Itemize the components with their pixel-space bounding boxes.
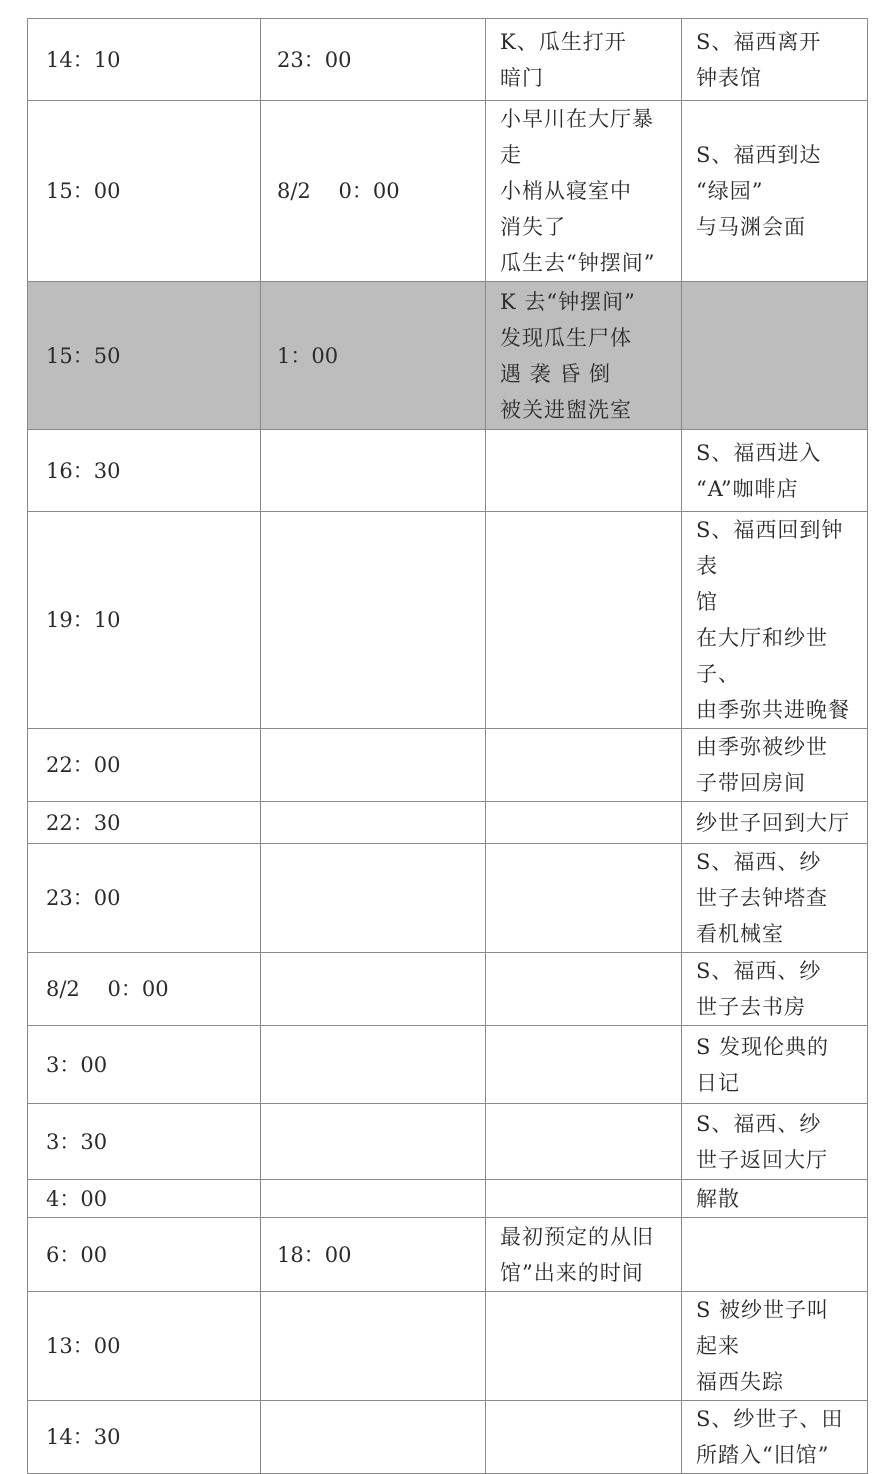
time-cell: 14：10 [28, 19, 261, 101]
table-row [28, 1401, 868, 1474]
time-cell-2 [261, 844, 486, 953]
time-cell-2 [261, 1026, 486, 1104]
table-row [28, 729, 868, 802]
time-cell: 16：30 [28, 430, 261, 512]
s-event-cell: S、福西、纱 世子去书房 [682, 953, 868, 1026]
time-cell: 3：30 [28, 1104, 261, 1180]
time-cell-2 [261, 1180, 486, 1218]
time-cell-2: 1：00 [261, 282, 486, 430]
time-cell: 22：30 [28, 802, 261, 844]
table-row [28, 1026, 868, 1104]
s-event-cell: 解散 [682, 1180, 868, 1218]
k-event-cell [486, 1401, 682, 1474]
time-cell-2: 23：00 [261, 19, 486, 101]
time-cell-2 [261, 430, 486, 512]
time-cell: 22：00 [28, 729, 261, 802]
time-cell-2 [261, 729, 486, 802]
s-event-cell: 纱世子回到大厅 [682, 802, 868, 844]
time-cell-2 [261, 802, 486, 844]
k-event-cell: K 去“钟摆间” 发现瓜生尸体 遇 袭 昏 倒 被关进盥洗室 [486, 282, 682, 430]
k-event-cell [486, 1026, 682, 1104]
time-cell: 4：00 [28, 1180, 261, 1218]
time-cell-2 [261, 1401, 486, 1474]
s-event-cell: S、福西、纱 世子返回大厅 [682, 1104, 868, 1180]
table-row [28, 953, 868, 1026]
k-event-cell: 最初预定的从旧 馆”出来的时间 [486, 1218, 682, 1292]
time-cell: 6：00 [28, 1218, 261, 1292]
time-cell: 13：00 [28, 1292, 261, 1401]
time-cell-2: 18：00 [261, 1218, 486, 1292]
table-row [28, 430, 868, 512]
table-row [28, 1292, 868, 1401]
k-event-cell [486, 430, 682, 512]
table-row [28, 19, 868, 101]
table-row [28, 282, 868, 430]
time-cell: 15：00 [28, 101, 261, 282]
k-event-cell [486, 1292, 682, 1401]
s-event-cell [682, 282, 868, 430]
time-cell: 23：00 [28, 844, 261, 953]
k-event-cell: K、瓜生打开 暗门 [486, 19, 682, 101]
s-event-cell [682, 1218, 868, 1292]
s-event-cell: S 被纱世子叫 起来 福西失踪 [682, 1292, 868, 1401]
s-event-cell: S、福西到达 “绿园” 与马渊会面 [682, 101, 868, 282]
time-cell-2 [261, 512, 486, 729]
time-cell: 19：10 [28, 512, 261, 729]
k-event-cell [486, 802, 682, 844]
k-event-cell [486, 729, 682, 802]
timeline-table [27, 18, 868, 1474]
k-event-cell [486, 1104, 682, 1180]
table-row [28, 512, 868, 729]
k-event-cell [486, 844, 682, 953]
time-cell: 8/2 0：00 [28, 953, 261, 1026]
k-event-cell: 小早川在大厅暴走 小梢从寝室中 消失了 瓜生去“钟摆间” [486, 101, 682, 282]
time-cell: 14：30 [28, 1401, 261, 1474]
time-cell: 3：00 [28, 1026, 261, 1104]
table-row [28, 101, 868, 282]
time-cell-2: 8/2 0：00 [261, 101, 486, 282]
k-event-cell [486, 953, 682, 1026]
s-event-cell: S、福西离开 钟表馆 [682, 19, 868, 101]
table-row [28, 1104, 868, 1180]
time-cell-2 [261, 1292, 486, 1401]
table-row [28, 802, 868, 844]
s-event-cell: S、福西回到钟表 馆 在大厅和纱世子、 由季弥共进晚餐 [682, 512, 868, 729]
s-event-cell: S 发现伦典的 日记 [682, 1026, 868, 1104]
time-cell: 15：50 [28, 282, 261, 430]
s-event-cell: S、纱世子、田 所踏入“旧馆” [682, 1401, 868, 1474]
table-row [28, 1180, 868, 1218]
time-cell-2 [261, 953, 486, 1026]
time-cell-2 [261, 1104, 486, 1180]
s-event-cell: S、福西、纱 世子去钟塔查 看机械室 [682, 844, 868, 953]
table-row [28, 1218, 868, 1292]
s-event-cell: S、福西进入 “A”咖啡店 [682, 430, 868, 512]
table-row [28, 844, 868, 953]
k-event-cell [486, 512, 682, 729]
s-event-cell: 由季弥被纱世 子带回房间 [682, 729, 868, 802]
k-event-cell [486, 1180, 682, 1218]
